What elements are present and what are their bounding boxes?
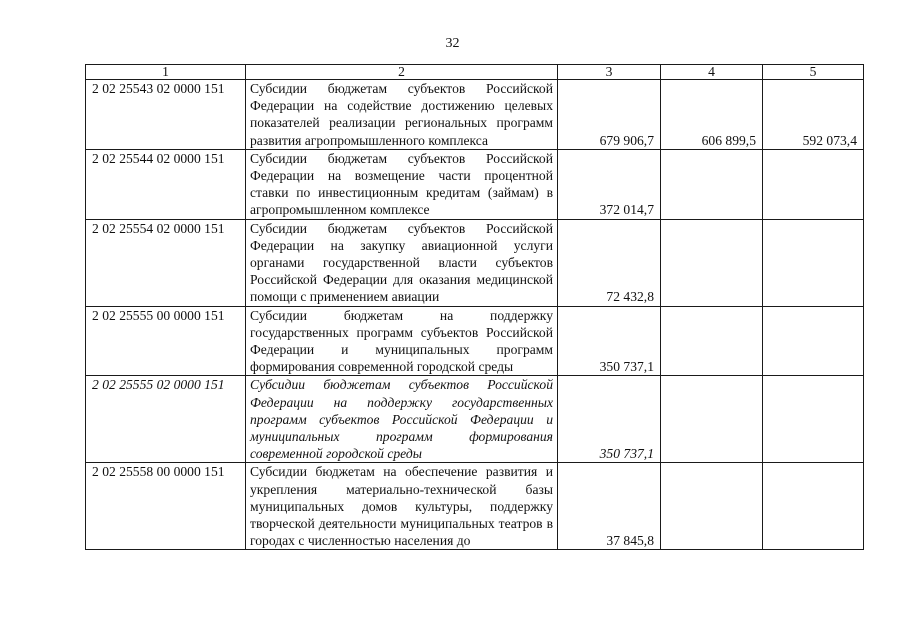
amount-col3-cell: 72 432,8 [558, 219, 661, 306]
budget-code-cell: 2 02 25554 02 0000 151 [86, 219, 246, 306]
amount-col5-cell [763, 219, 864, 306]
budget-table-body [86, 65, 864, 550]
amount-col5-cell [763, 306, 864, 376]
amount-col4-cell [661, 149, 763, 219]
table-row [86, 463, 864, 550]
amount-col4-cell [661, 219, 763, 306]
budget-code-cell: 2 02 25555 00 0000 151 [86, 306, 246, 376]
amount-col5-cell [763, 376, 864, 463]
description-cell: Субсидии бюджетам субъектов Российской Федерации на поддержку государственных программ субъектов Российской Федерации и муниципальных программ формирования современной городской среды [246, 376, 558, 463]
budget-code-cell: 2 02 25543 02 0000 151 [86, 80, 246, 150]
table-row [86, 80, 864, 150]
amount-col4-cell [661, 376, 763, 463]
table-row [86, 219, 864, 306]
column-header-1: 1 [86, 65, 246, 80]
amount-col3-cell: 372 014,7 [558, 149, 661, 219]
description-cell: Субсидии бюджетам субъектов Российской Федерации на возмещение части процентной ставки по инвестиционным кредитам (займам) в агропромышленном комплексе [246, 149, 558, 219]
column-header-5: 5 [763, 65, 864, 80]
amount-col5-cell [763, 149, 864, 219]
amount-col5-cell [763, 463, 864, 550]
amount-col3-cell: 350 737,1 [558, 306, 661, 376]
table-row [86, 376, 864, 463]
column-header-4: 4 [661, 65, 763, 80]
description-cell: Субсидии бюджетам на поддержку государственных программ субъектов Российской Федерации и муниципальных программ формирования современной городской среды [246, 306, 558, 376]
budget-code-cell: 2 02 25558 00 0000 151 [86, 463, 246, 550]
budget-code-cell: 2 02 25555 02 0000 151 [86, 376, 246, 463]
amount-col3-cell: 350 737,1 [558, 376, 661, 463]
description-cell: Субсидии бюджетам субъектов Российской Федерации на закупку авиационной услуги органами государственной власти субъектов Российской Федерации для оказания медицинской помощи с применением авиации [246, 219, 558, 306]
column-header-3: 3 [558, 65, 661, 80]
amount-col4-cell: 606 899,5 [661, 80, 763, 150]
description-cell: Субсидии бюджетам на обеспечение развития и укрепления материально-технической базы муниципальных домов культуры, поддержку творческой деятельности муниципальных театров в городах с численностью населения до [246, 463, 558, 550]
column-header-2: 2 [246, 65, 558, 80]
amount-col4-cell [661, 306, 763, 376]
description-cell: Субсидии бюджетам субъектов Российской Федерации на содействие достижению целевых показателей реализации региональных программ развития агропромышленного комплекса [246, 80, 558, 150]
amount-col5-cell: 592 073,4 [763, 80, 864, 150]
table-header-row [86, 65, 864, 80]
page-number: 32 [445, 36, 460, 51]
table-row [86, 306, 864, 376]
amount-col4-cell [661, 463, 763, 550]
table-row [86, 149, 864, 219]
amount-col3-cell: 37 845,8 [558, 463, 661, 550]
budget-code-cell: 2 02 25544 02 0000 151 [86, 149, 246, 219]
budget-table [85, 64, 864, 550]
amount-col3-cell: 679 906,7 [558, 80, 661, 150]
